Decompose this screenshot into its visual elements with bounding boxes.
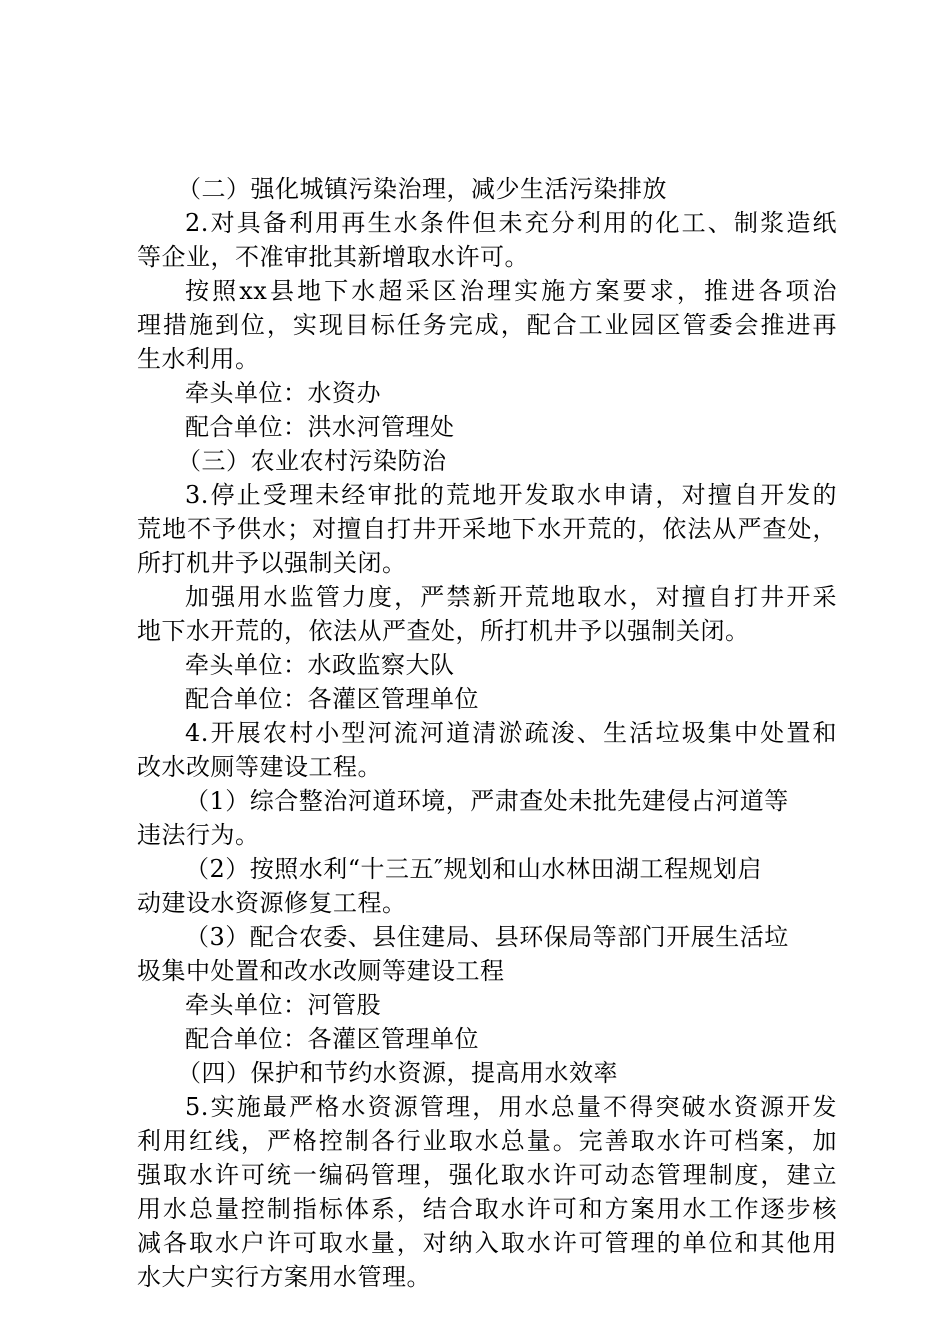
- section-heading-2: （二）强化城镇污染治理，减少生活污染排放: [177, 175, 667, 203]
- paragraph-line: 4.开展农村小型河流河道清淤疏浚、生活垃圾集中处置和: [185, 719, 837, 747]
- support-unit-line: 配合单位：各灌区管理单位: [185, 1025, 479, 1053]
- paragraph-line: 违法行为。: [137, 821, 260, 849]
- paragraph-line: 2.对具备利用再生水条件但未充分利用的化工、制浆造纸: [185, 209, 837, 237]
- paragraph-line: 改水改厕等建设工程。: [137, 753, 382, 781]
- document-body: [137, 172, 837, 1294]
- paragraph-line: 圾集中处置和改水改厕等建设工程: [137, 957, 505, 985]
- support-unit-line: 配合单位：洪水河管理处: [185, 413, 455, 441]
- lead-unit-line: 牵头单位：河管股: [185, 991, 381, 1019]
- section-heading-4: （四）保护和节约水资源，提高用水效率: [177, 1059, 618, 1087]
- paragraph-line: 水大户实行方案用水管理。: [137, 1263, 431, 1291]
- paragraph-line: 5.实施最严格水资源管理，用水总量不得突破水资源开发: [185, 1093, 837, 1121]
- support-unit-line: 配合单位：各灌区管理单位: [185, 685, 479, 713]
- paragraph-line: 3.停止受理未经审批的荒地开发取水申请，对擅自开发的: [185, 481, 837, 509]
- paragraph-line: 加强用水监管力度，严禁新开荒地取水，对擅自打井开采: [185, 583, 837, 611]
- paragraph-line: 减各取水户许可取水量，对纳入取水许可管理的单位和其他用: [137, 1229, 837, 1257]
- paragraph-line: 地下水开荒的，依法从严查处，所打机井予以强制关闭。: [137, 617, 750, 645]
- paragraph-line: 用水总量控制指标体系，结合取水许可和方案用水工作逐步核: [137, 1195, 837, 1223]
- paragraph-line: 所打机井予以强制关闭。: [137, 549, 407, 577]
- lead-unit-line: 牵头单位：水资办: [185, 379, 381, 407]
- lead-unit-line: 牵头单位：水政监察大队: [185, 651, 455, 679]
- paragraph-line: 理措施到位，实现目标任务完成，配合工业园区管委会推进再: [137, 311, 837, 339]
- paragraph-line: 生水利用。: [137, 345, 260, 373]
- sub-item-line: （3）配合农委、县住建局、县环保局等部门开展生活垃: [185, 923, 789, 951]
- paragraph-line: 动建设水资源修复工程。: [137, 889, 407, 917]
- sub-item-line: （1）综合整治河道环境，严肃查处未批先建侵占河道等: [185, 787, 789, 815]
- paragraph-line: 强取水许可统一编码管理，强化取水许可动态管理制度，建立: [137, 1161, 837, 1189]
- paragraph-line: 按照xx县地下水超采区治理实施方案要求，推进各项治: [185, 277, 837, 305]
- paragraph-line: 荒地不予供水；对擅自打井开采地下水开荒的，依法从严查处，: [137, 515, 837, 543]
- paragraph-line: 等企业，不准审批其新增取水许可。: [137, 243, 529, 271]
- sub-item-line: （2）按照水利“十三五″规划和山水林田湖工程规划启: [185, 855, 763, 883]
- paragraph-line: 利用红线，严格控制各行业取水总量。完善取水许可档案，加: [137, 1127, 837, 1155]
- section-heading-3: （三）农业农村污染防治: [177, 447, 447, 475]
